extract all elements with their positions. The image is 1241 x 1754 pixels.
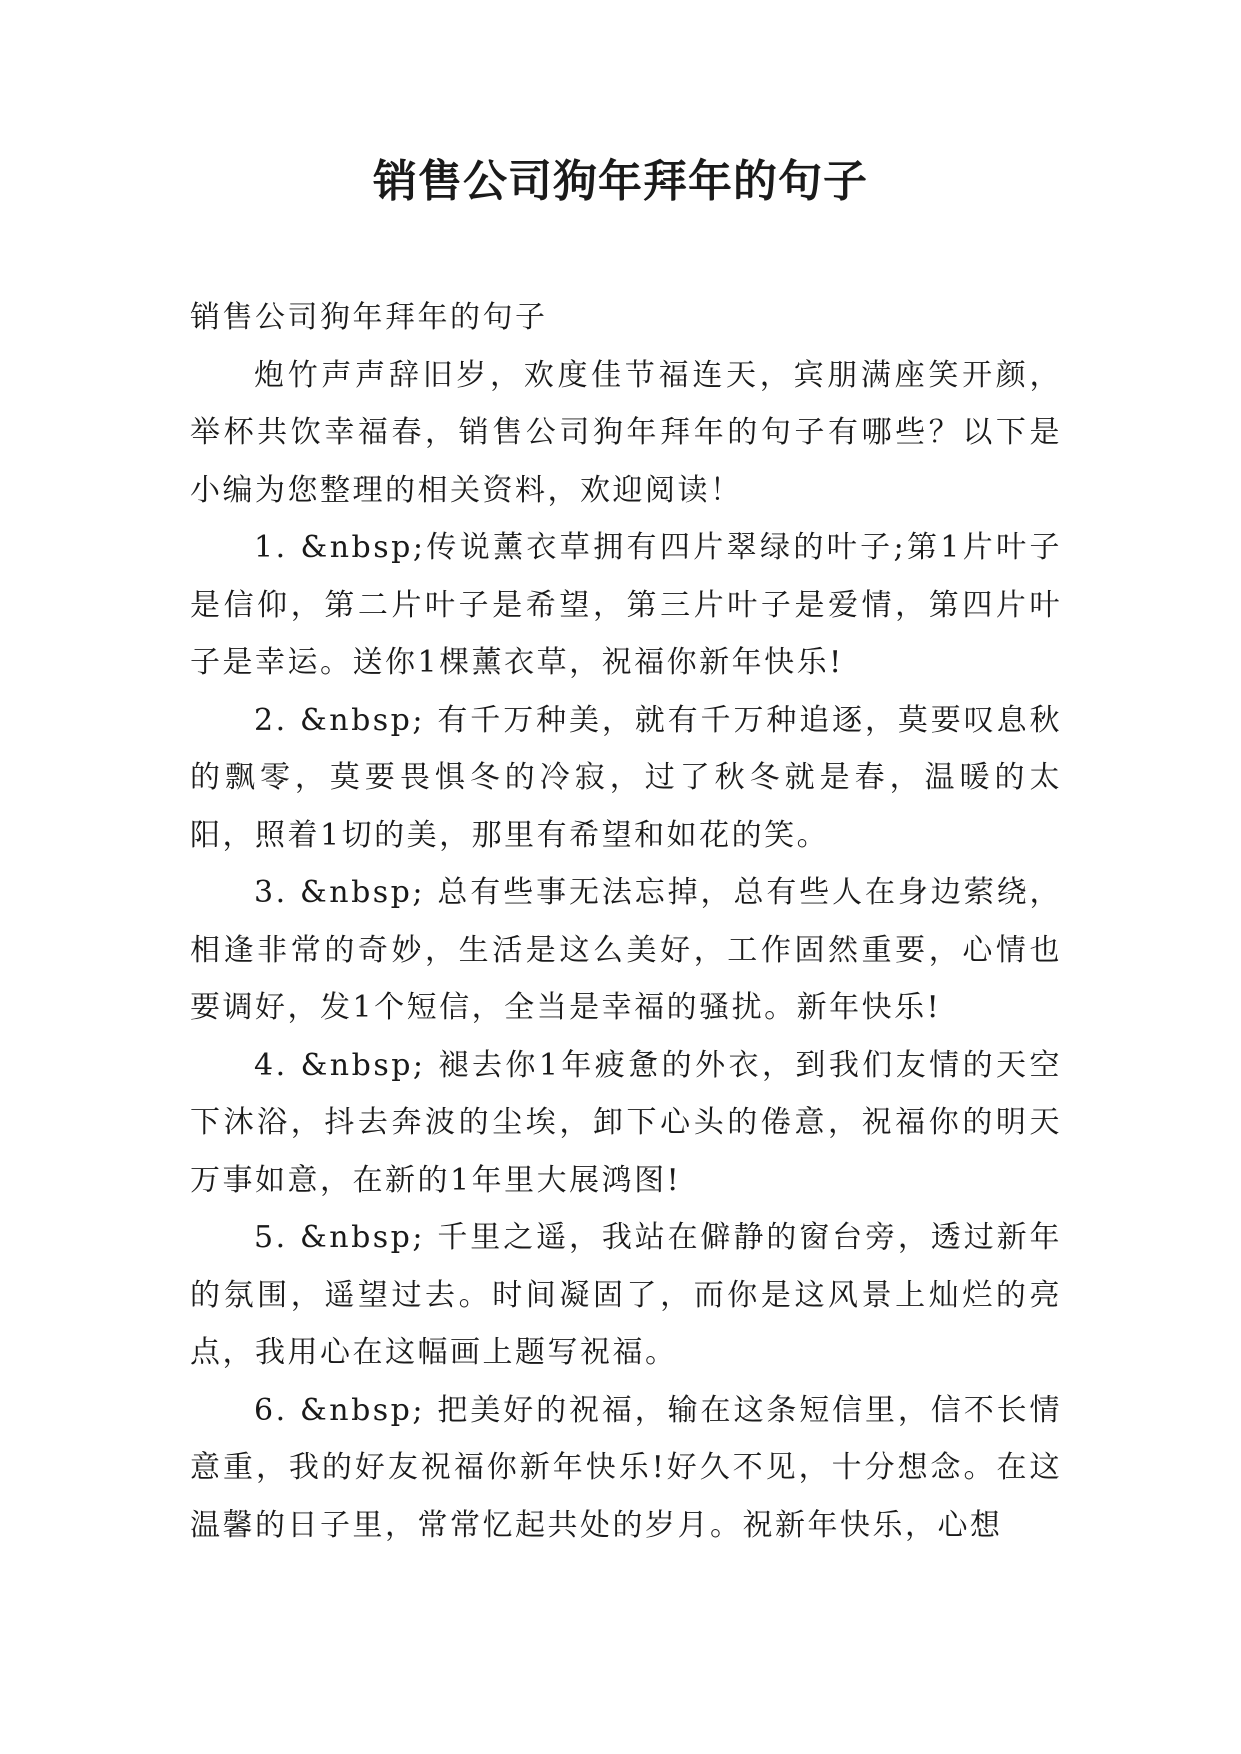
list-item: 4. &nbsp; 褪去你1年疲惫的外衣，到我们友情的天空下沐浴，抖去奔波的尘埃，卸下心头的倦意，祝福你的明天万事如意，在新的1年里大展鸿图! (190, 1047, 1062, 1198)
list-item: 2. &nbsp; 有千万种美，就有千万种追逐，莫要叹息秋的飘零，莫要畏惧冬的冷寂，过了秋冬就是春，温暖的太阳，照着1切的美，那里有希望和如花的笑。 (190, 702, 1062, 853)
list-item: 1. &nbsp;传说薰衣草拥有四片翠绿的叶子;第1片叶子是信仰，第二片叶子是希望，第三片叶子是爱情，第四片叶子是幸运。送你1棵薰衣草，祝福你新年快乐! (190, 530, 1062, 680)
list-item: 6. &nbsp; 把美好的祝福，输在这条短信里，信不长情意重，我的好友祝福你新年快乐!好久不见，十分想念。在这温馨的日子里，常常忆起共处的岁月。祝新年快乐，心想 (190, 1392, 1062, 1543)
intro-paragraph: 炮竹声声辞旧岁，欢度佳节福连天，宾朋满座笑开颜，举杯共饮幸福春，销售公司狗年拜年的句子有哪些？以下是小编为您整理的相关资料，欢迎阅读！ (190, 357, 1062, 508)
document-title: 销售公司狗年拜年的句子 (373, 156, 868, 207)
document-body (190, 289, 1062, 1554)
document-subtitle: 销售公司狗年拜年的句子 (190, 300, 548, 335)
list-item: 3. &nbsp; 总有些事无法忘掉，总有些人在身边萦绕，相逢非常的奇妙，生活是这么美好，工作固然重要，心情也要调好，发1个短信，全当是幸福的骚扰。新年快乐! (190, 875, 1062, 1025)
list-item: 5. &nbsp; 千里之遥，我站在僻静的窗台旁，透过新年的氛围，遥望过去。时间凝固了，而你是这风景上灿烂的亮点，我用心在这幅画上题写祝福。 (190, 1220, 1062, 1370)
